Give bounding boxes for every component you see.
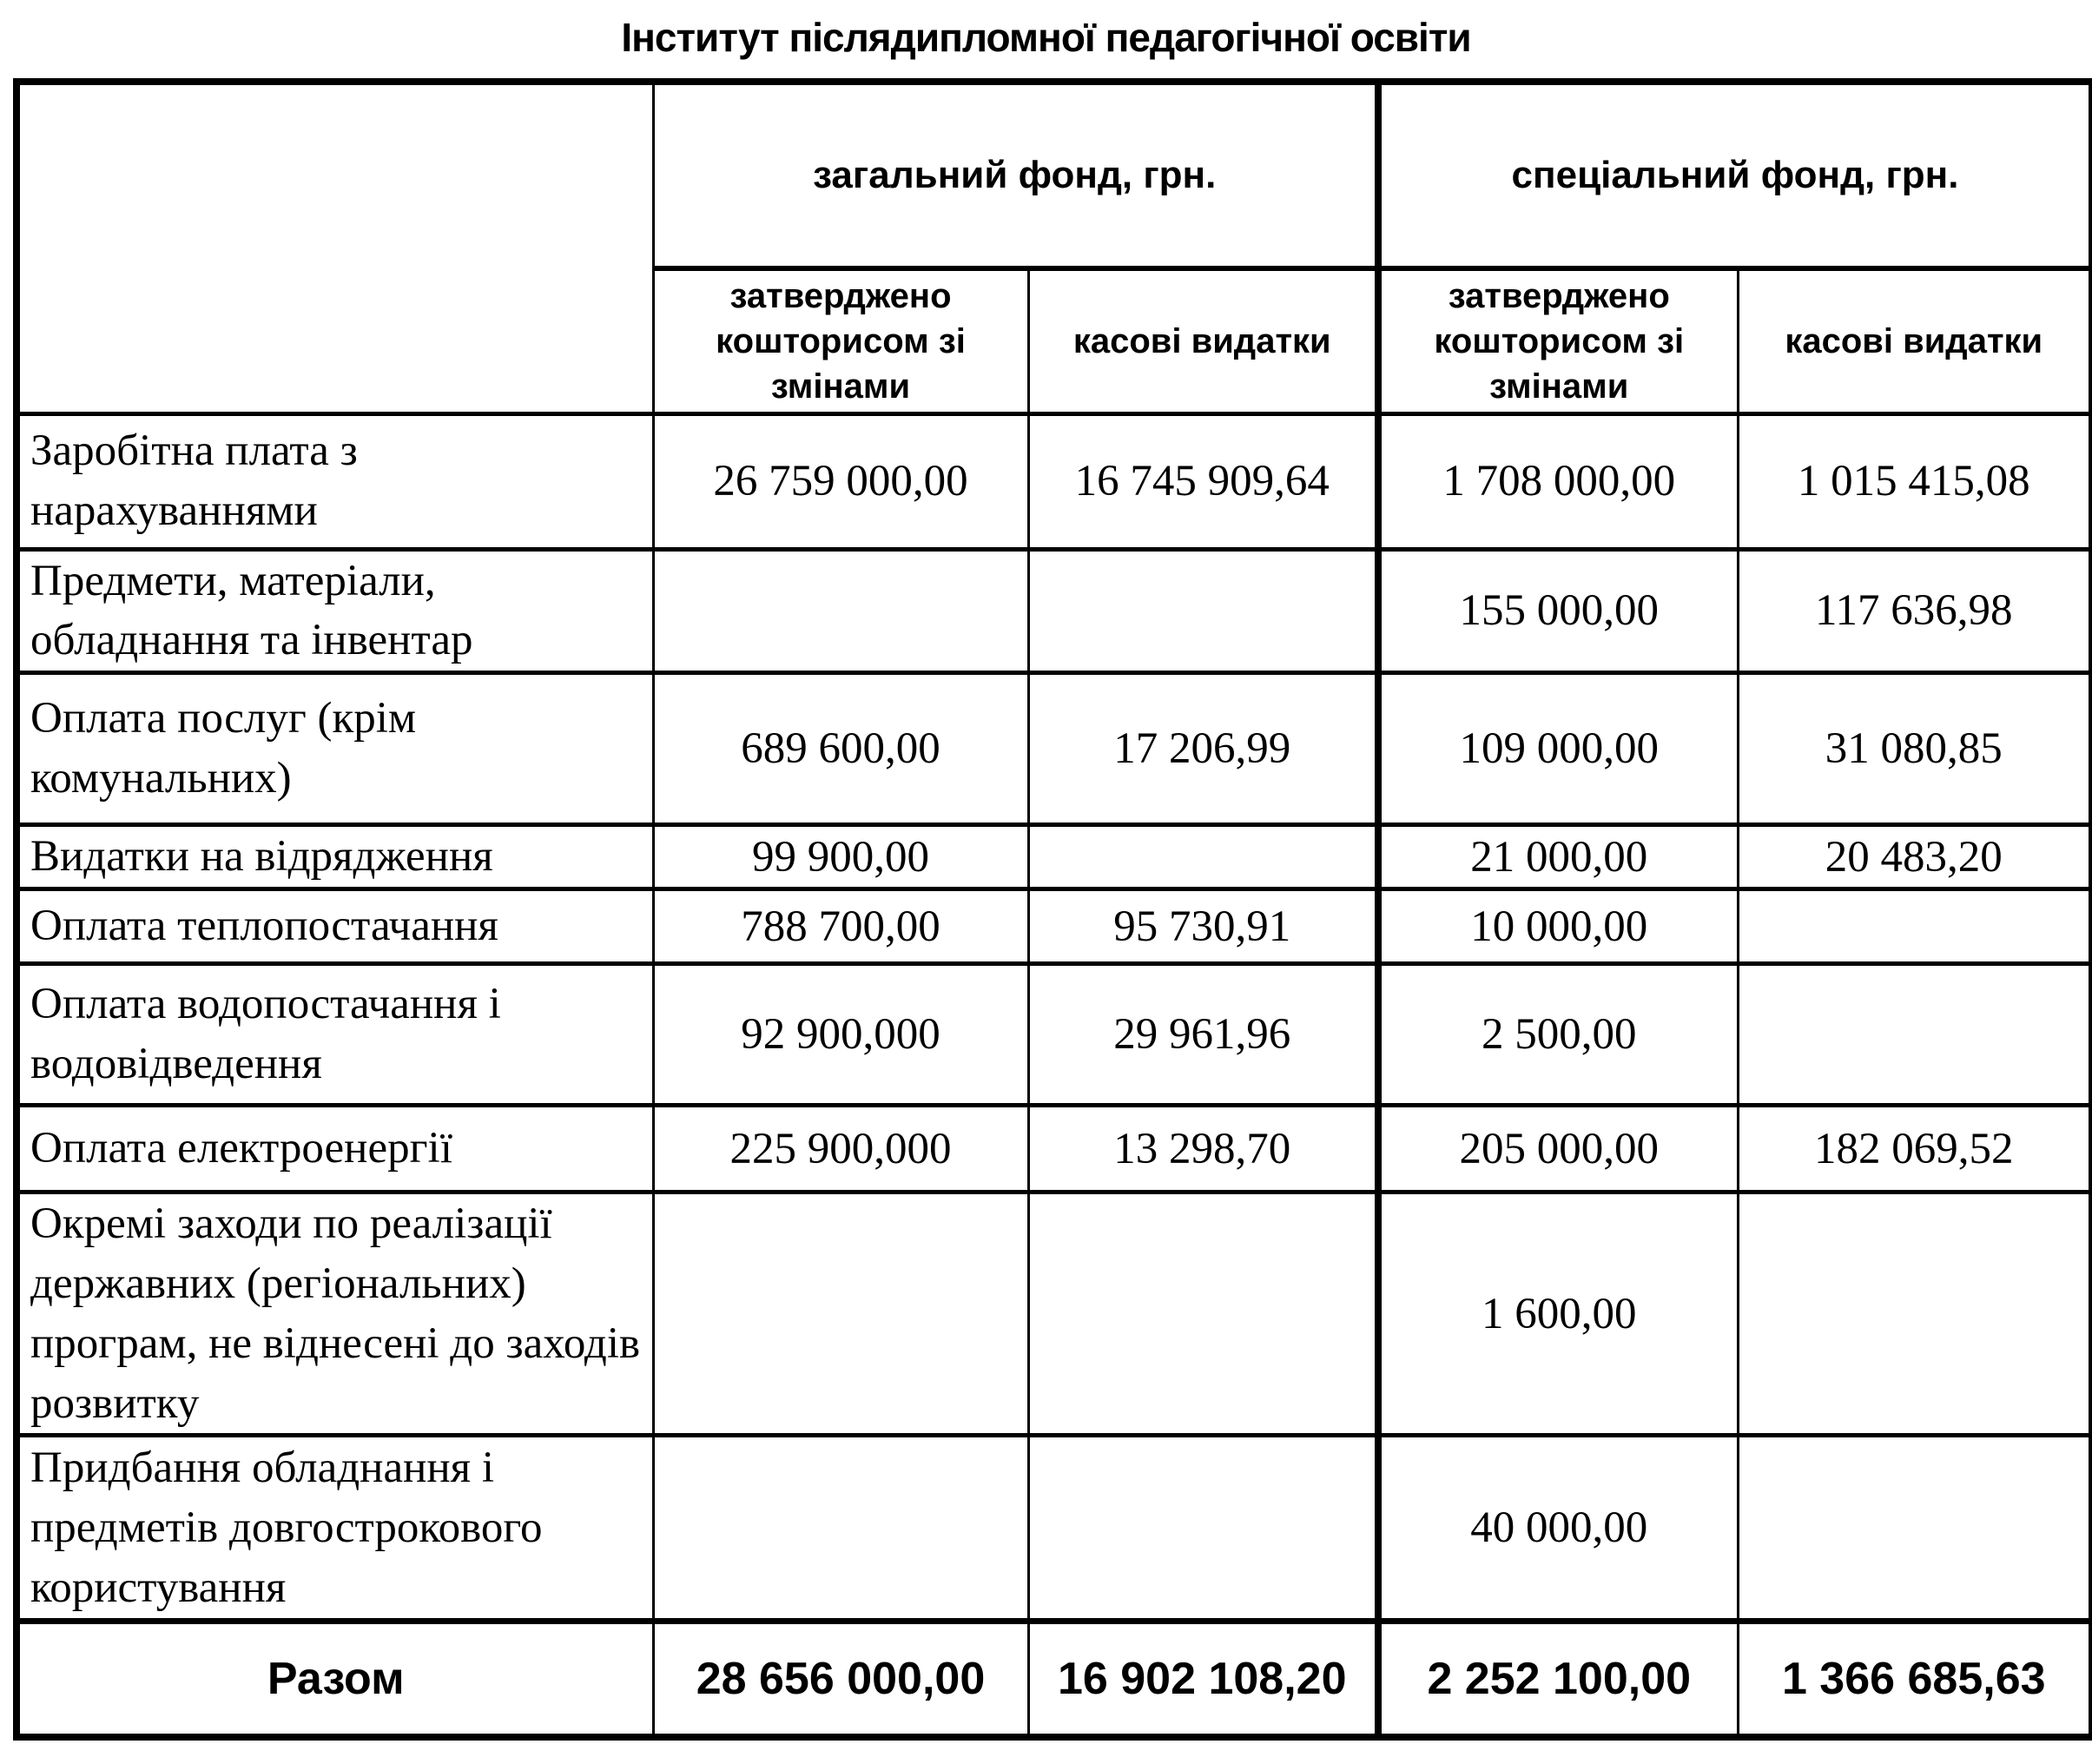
sf-approved-cell: 40 000,00 xyxy=(1378,1436,1738,1622)
sf-approved-cell: 1 600,00 xyxy=(1378,1193,1738,1436)
row-label: Придбання обладнання і предметів довгострокового користування xyxy=(16,1436,653,1622)
totals-sf-cash: 1 366 685,63 xyxy=(1738,1622,2092,1737)
gf-cash-header: касові видатки xyxy=(1028,268,1378,413)
gf-approved-cell: 225 900,000 xyxy=(653,1106,1028,1193)
gf-cash-cell: 95 730,91 xyxy=(1028,889,1378,964)
fund-group-header-row xyxy=(16,82,2092,268)
sf-approved-cell: 155 000,00 xyxy=(1378,549,1738,673)
sf-cash-cell xyxy=(1738,889,2092,964)
sf-approved-cell: 205 000,00 xyxy=(1378,1106,1738,1193)
table-row xyxy=(16,825,2092,889)
row-label: Заробітна плата з нарахуваннями xyxy=(16,413,653,549)
gf-cash-cell xyxy=(1028,825,1378,889)
budget-table xyxy=(13,78,2092,1741)
sf-cash-cell xyxy=(1738,1193,2092,1436)
totals-row xyxy=(16,1622,2092,1737)
sf-approved-cell: 1 708 000,00 xyxy=(1378,413,1738,549)
table-row xyxy=(16,964,2092,1106)
sf-approved-cell: 2 500,00 xyxy=(1378,964,1738,1106)
gf-approved-cell: 26 759 000,00 xyxy=(653,413,1028,549)
table-row xyxy=(16,889,2092,964)
sf-cash-header: касові видатки xyxy=(1738,268,2092,413)
sf-approved-header: затверджено кошторисом зі змінами xyxy=(1378,268,1738,413)
row-label: Видатки на відрядження xyxy=(16,825,653,889)
special-fund-header: спеціальний фонд, грн. xyxy=(1378,82,2092,268)
totals-gf-approved: 28 656 000,00 xyxy=(653,1622,1028,1737)
sf-approved-cell: 10 000,00 xyxy=(1378,889,1738,964)
gf-cash-cell: 17 206,99 xyxy=(1028,673,1378,825)
table-row xyxy=(16,1193,2092,1436)
row-label: Окремі заходи по реалізації державних (регіональних) програм, не віднесені до заходів розвитку xyxy=(16,1193,653,1436)
gf-approved-header: затверджено кошторисом зі змінами xyxy=(653,268,1028,413)
gf-cash-cell xyxy=(1028,549,1378,673)
totals-label: Разом xyxy=(16,1622,653,1737)
row-label: Предмети, матеріали, обладнання та інвентар xyxy=(16,549,653,673)
sf-cash-cell: 20 483,20 xyxy=(1738,825,2092,889)
table-row xyxy=(16,1436,2092,1622)
gf-approved-cell: 788 700,00 xyxy=(653,889,1028,964)
gf-cash-cell xyxy=(1028,1193,1378,1436)
gf-approved-cell xyxy=(653,549,1028,673)
totals-gf-cash: 16 902 108,20 xyxy=(1028,1622,1378,1737)
gf-approved-cell: 92 900,000 xyxy=(653,964,1028,1106)
gf-cash-cell: 13 298,70 xyxy=(1028,1106,1378,1193)
gf-cash-cell: 29 961,96 xyxy=(1028,964,1378,1106)
sf-approved-cell: 21 000,00 xyxy=(1378,825,1738,889)
table-row xyxy=(16,549,2092,673)
gf-approved-cell xyxy=(653,1193,1028,1436)
table-row xyxy=(16,1106,2092,1193)
row-label: Оплата теплопостачання xyxy=(16,889,653,964)
sf-cash-cell: 31 080,85 xyxy=(1738,673,2092,825)
sf-cash-cell: 117 636,98 xyxy=(1738,549,2092,673)
table-row xyxy=(16,673,2092,825)
table-row xyxy=(16,413,2092,549)
sf-cash-cell xyxy=(1738,964,2092,1106)
gf-approved-cell xyxy=(653,1436,1028,1622)
row-label: Оплата послуг (крім комунальних) xyxy=(16,673,653,825)
gf-cash-cell: 16 745 909,64 xyxy=(1028,413,1378,549)
gf-approved-cell: 689 600,00 xyxy=(653,673,1028,825)
row-label: Оплата електроенергії xyxy=(16,1106,653,1193)
sf-cash-cell: 182 069,52 xyxy=(1738,1106,2092,1193)
totals-sf-approved: 2 252 100,00 xyxy=(1378,1622,1738,1737)
sf-approved-cell: 109 000,00 xyxy=(1378,673,1738,825)
sf-cash-cell xyxy=(1738,1436,2092,1622)
gf-cash-cell xyxy=(1028,1436,1378,1622)
general-fund-header: загальний фонд, грн. xyxy=(653,82,1378,268)
corner-empty-cell xyxy=(16,82,653,413)
gf-approved-cell: 99 900,00 xyxy=(653,825,1028,889)
sf-cash-cell: 1 015 415,08 xyxy=(1738,413,2092,549)
row-label: Оплата водопостачання і водовідведення xyxy=(16,964,653,1106)
page-title: Інститут післядипломної педагогічної освіти xyxy=(621,15,1471,60)
